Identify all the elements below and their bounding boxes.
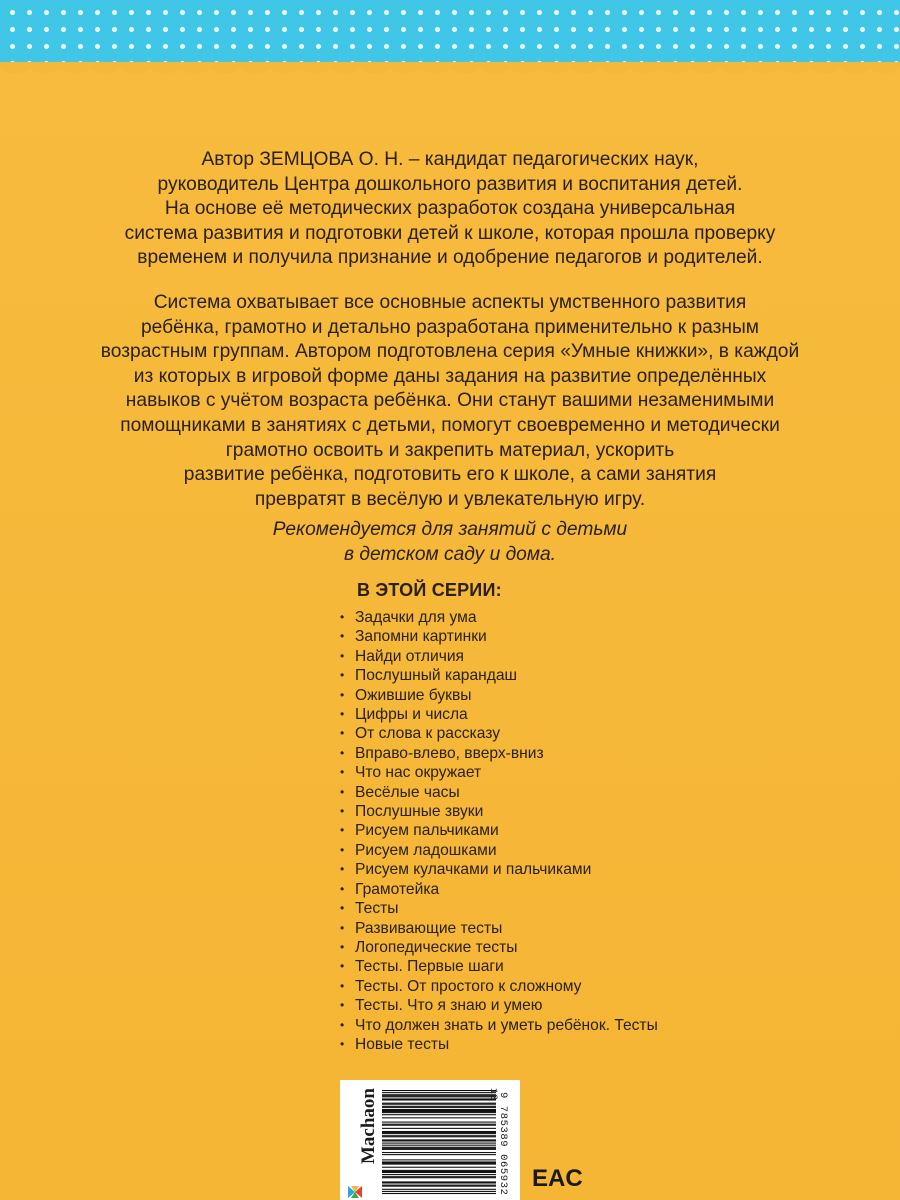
series-item: • Задачки для ума <box>340 608 658 627</box>
barcode-bar <box>382 1128 496 1129</box>
text-line: возрастным группам. Автором подготовлена серия «Умные книжки», в каждой <box>100 341 800 363</box>
text-line: Система охватывает все основные аспекты умственного развития <box>153 292 747 313</box>
barcode-bar <box>382 1125 496 1126</box>
barcode-bar <box>382 1147 496 1148</box>
barcode-bar <box>382 1145 496 1146</box>
barcode-bar <box>382 1186 496 1187</box>
text-line: руководитель Центра дошкольного развития и воспитания детей. <box>157 173 743 195</box>
barcode-bar <box>382 1095 496 1096</box>
barcode-bar <box>382 1191 496 1192</box>
text-line: ребёнка, грамотно и детально разработана применительно к разным <box>141 316 759 338</box>
text-line: система развития и подготовки детей к школе, которая прошла проверку <box>124 222 776 244</box>
series-item: • От слова к рассказу <box>340 724 658 743</box>
series-item: • Развивающие тесты <box>340 919 658 938</box>
barcode-bar <box>382 1167 496 1168</box>
barcode-bar <box>382 1114 496 1115</box>
series-item: • Послушный карандаш <box>340 666 658 685</box>
barcode-bar <box>382 1140 496 1141</box>
series-item: • Новые тесты <box>340 1035 658 1054</box>
series-item: • Цифры и числа <box>340 705 658 724</box>
text-line: грамотно освоить и закрепить материал, ускорить <box>225 439 675 461</box>
text-line: Автор ЗЕМЦОВА О. Н. – кандидат педагогических наук, <box>201 149 699 170</box>
author-paragraph <box>60 148 840 271</box>
series-item: • Вправо-влево, вверх-вниз <box>340 744 658 763</box>
barcode-bar <box>382 1149 496 1150</box>
barcode-bar <box>382 1176 496 1177</box>
series-item: • Грамотейка <box>340 880 658 899</box>
series-list <box>340 608 658 1054</box>
barcode-bar <box>382 1124 496 1125</box>
barcode-bar <box>382 1104 496 1105</box>
barcode-bar <box>382 1161 496 1162</box>
series-item: • Рисуем кулачками и пальчиками <box>340 860 658 879</box>
isbn-digits-block <box>497 1092 511 1194</box>
text-line: Рекомендуется для занятий с детьми <box>272 519 628 540</box>
series-item: • Рисуем ладошками <box>340 841 658 860</box>
barcode-bar <box>382 1131 496 1132</box>
barcode-bar <box>382 1193 496 1194</box>
series-item: • Тесты <box>340 899 658 918</box>
barcode-bar <box>382 1092 496 1093</box>
system-paragraph <box>60 291 840 512</box>
series-item: • Рисуем пальчиками <box>340 821 658 840</box>
publisher-logo <box>342 1088 379 1196</box>
text-line: развитие ребёнка, подготовить его к школе, а сами занятия <box>183 464 717 486</box>
series-item: • Послушные звуки <box>340 802 658 821</box>
barcode-bar <box>382 1132 496 1133</box>
series-item: • Логопедические тесты <box>340 938 658 957</box>
barcode <box>382 1090 496 1194</box>
series-item: • Тесты. От простого к сложному <box>340 977 658 996</box>
series-item: • Ожившие буквы <box>340 686 658 705</box>
barcode-bar <box>382 1185 496 1186</box>
barcode-bar <box>382 1090 496 1091</box>
barcode-bar <box>382 1177 496 1178</box>
barcode-bar <box>382 1164 496 1165</box>
barcode-bar <box>382 1106 496 1107</box>
barcode-bar <box>382 1122 496 1123</box>
series-item: • Запомни картинки <box>340 627 658 646</box>
barcode-bar <box>382 1143 496 1144</box>
text-line: временем и получила признание и одобрение педагогов и родителей. <box>137 247 763 269</box>
barcode-bar <box>382 1098 496 1099</box>
text-line: в детском саду и дома. <box>344 543 556 565</box>
barcode-bar <box>382 1172 496 1173</box>
text-line: навыков с учётом возраста ребёнка. Они станут вашими незаменимыми <box>125 390 775 412</box>
barcode-bar <box>382 1162 496 1163</box>
publisher-name: Machaon <box>358 1088 379 1164</box>
barcode-bar <box>382 1152 496 1153</box>
series-item: • Тесты. Первые шаги <box>340 957 658 976</box>
barcode-bar <box>382 1148 496 1149</box>
barcode-bar <box>382 1174 496 1175</box>
machaon-butterfly-icon <box>348 1186 362 1198</box>
barcode-bar <box>382 1136 496 1137</box>
barcode-bar <box>382 1171 496 1172</box>
series-item: • Что должен знать и уметь ребёнок. Тесты <box>340 1016 658 1035</box>
price-code: 13 <box>487 1088 498 1101</box>
barcode-bar <box>382 1159 496 1160</box>
eac-certification-mark <box>532 1160 583 1192</box>
barcode-bar <box>382 1103 496 1104</box>
barcode-bar <box>382 1112 496 1113</box>
eac-mark-text: EAC <box>532 1165 583 1192</box>
text-line: превратят в весёлую и увлекательную игру. <box>254 488 646 510</box>
barcode-bar <box>382 1110 496 1111</box>
barcode-bar <box>382 1107 496 1108</box>
text-line: помощниками в занятиях с детьми, помогут своевременно и методически <box>120 414 780 436</box>
barcode-bar <box>382 1117 496 1118</box>
isbn-digits: 9 785389 065932 <box>497 1092 509 1196</box>
barcode-bar <box>382 1094 496 1095</box>
barcode-bar <box>382 1182 496 1183</box>
text-line: из которых в игровой форме даны задания на развитие определённых <box>133 365 767 387</box>
series-item: • Весёлые часы <box>340 783 658 802</box>
series-heading: В ЭТОЙ СЕРИИ: <box>357 580 502 600</box>
barcode-bar <box>382 1154 496 1155</box>
barcode-bar <box>382 1139 496 1140</box>
barcode-bar <box>382 1181 496 1182</box>
barcode-bar <box>382 1135 496 1136</box>
barcode-bar <box>382 1170 496 1171</box>
barcode-bar <box>382 1189 496 1190</box>
barcode-bar <box>382 1109 496 1110</box>
series-item: • Найди отличия <box>340 647 658 666</box>
barcode-bar <box>382 1111 496 1112</box>
barcode-bar <box>382 1099 496 1100</box>
series-item: • Что нас окружает <box>340 763 658 782</box>
barcode-bar <box>382 1096 496 1097</box>
barcode-bar <box>382 1133 496 1134</box>
series-item: • Тесты. Что я знаю и умею <box>340 996 658 1015</box>
recommendation-note <box>60 518 840 567</box>
text-line: На основе её методических разработок создана универсальная <box>164 198 736 220</box>
